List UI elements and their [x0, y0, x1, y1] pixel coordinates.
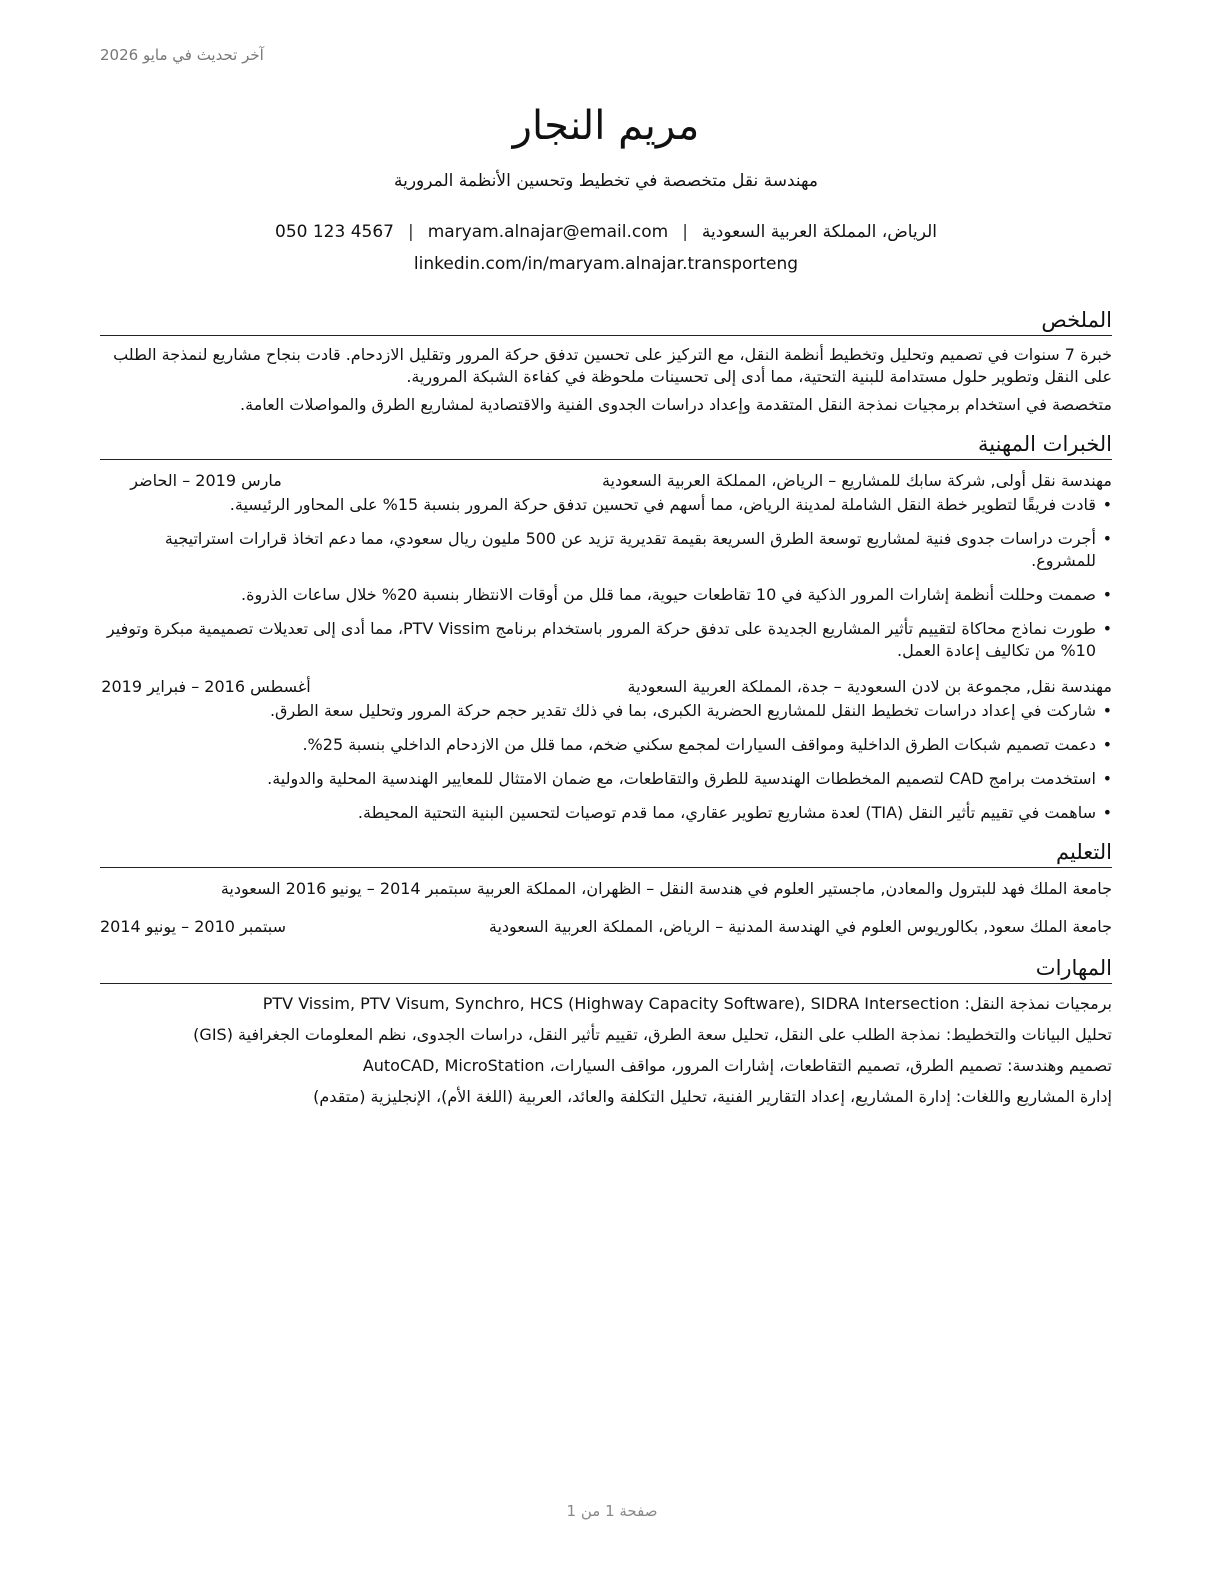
bullet-text: دعمت تصميم شبكات الطرق الداخلية ومواقف السيارات لمجمع سكني ضخم، مما قلل من الازدحام الداخلي بنسبة 25%.	[302, 735, 1096, 754]
bullet-text: استخدمت برامج CAD لتصميم المخططات الهندسية للطرق والتقاطعات، مع ضمان الامتثال للمعايير الهندسية المحلية والدولية.	[267, 769, 1096, 788]
bullet-text: قادت فريقًا لتطوير خطة النقل الشاملة لمدينة الرياض، مما أسهم في تحسين تدفق حركة المرور بنسبة 15% على المحاور الرئيسية.	[229, 495, 1096, 514]
last-updated: آخر تحديث في مايو 2026	[100, 46, 264, 64]
list-item	[100, 700, 1112, 722]
list-item	[100, 768, 1112, 790]
list-item	[100, 494, 1112, 516]
summary-paragraph: متخصصة في استخدام برمجيات نمذجة النقل المتقدمة وإعداد دراسات الجدوى الفنية والاقتصادية لمشاريع الطرق والمواصلات العامة.	[240, 395, 1112, 414]
job-header	[100, 468, 1112, 494]
bullet-icon: •	[1102, 803, 1112, 822]
section-title-experience: الخبرات المهنية	[100, 430, 1112, 460]
list-item	[100, 802, 1112, 824]
job-bullets	[100, 700, 1112, 824]
section-title-skills: المهارات	[100, 954, 1112, 984]
list-item	[100, 618, 1112, 662]
bullet-icon: •	[1102, 701, 1112, 720]
skill-line: برمجيات نمذجة النقل: PTV Vissim, PTV Visum, Synchro, HCS (Highway Capacity Software), SIDRA Intersection	[262, 994, 1112, 1013]
summary-paragraph: خبرة 7 سنوات في تصميم وتحليل وتخطيط أنظمة النقل، مع التركيز على تحسين تدفق حركة المرور وتقليل الازدحام. قادت بنجاح مشاريع لنمذجة الطلب على النقل وتطوير حلول مستدامة للبنية التحتية، مما أدى إلى تحسينات ملحوظة في كفاءة الشبكة المرورية.	[113, 345, 1112, 386]
education-dates: سبتمبر 2010 – يونيو 2014	[100, 917, 287, 936]
bullet-text: طورت نماذج محاكاة لتقييم تأثير المشاريع الجديدة على تدفق حركة المرور باستخدام برنامج PTV Vissim، مما أدى إلى تعديلات تصميمية مبكرة وتوفير 10% من تكاليف إعادة العمل.	[106, 619, 1096, 660]
list-item	[100, 528, 1112, 572]
contact-separator: |	[682, 222, 688, 242]
bullet-text: شاركت في إعداد دراسات تخطيط النقل للمشاريع الحضرية الكبرى، بما في ذلك تقدير حجم حركة المرور وتحليل سعة الطرق.	[269, 701, 1096, 720]
contact-linkedin[interactable]: linkedin.com/in/maryam.alnajar.transporteng	[413, 254, 799, 274]
bullet-icon: •	[1102, 735, 1112, 754]
education-entry	[100, 914, 1112, 940]
bullet-icon: •	[1102, 529, 1112, 548]
job-header	[100, 674, 1112, 700]
contact-location: الرياض، المملكة العربية السعودية	[701, 222, 937, 242]
section-title-summary: الملخص	[100, 306, 1112, 336]
job-bullets	[100, 494, 1112, 662]
resume-page	[100, 96, 1112, 1116]
contact-line-2	[100, 248, 1112, 280]
bullet-icon: •	[1102, 769, 1112, 788]
tagline: مهندسة نقل متخصصة في تخطيط وتحسين الأنظمة المرورية	[394, 171, 818, 191]
skill-line: تحليل البيانات والتخطيط: نمذجة الطلب على النقل، تحليل سعة الطرق، تقييم تأثير النقل، دراسات الجدوى، نظم المعلومات الجغرافية (GIS)	[193, 1025, 1112, 1044]
education-entry: جامعة الملك فهد للبترول والمعادن, ماجستير العلوم في هندسة النقل – الظهران، المملكة العربية سبتمبر 2014 – يونيو 2016 السعودية	[220, 879, 1112, 898]
contact-info	[100, 216, 1112, 280]
bullet-text: ساهمت في تقييم تأثير النقل (TIA) لعدة مشاريع تطوير عقاري، مما قدم توصيات لتحسين البنية التحتية المحيطة.	[357, 803, 1096, 822]
job-dates: مارس 2019 – الحاضر	[130, 471, 282, 490]
list-item	[100, 584, 1112, 606]
job-entry	[100, 674, 1112, 824]
list-item	[100, 734, 1112, 756]
contact-line-1	[100, 216, 1112, 248]
page-number: صفحة 1 من 1	[566, 1502, 658, 1520]
skill-line: تصميم وهندسة: تصميم الطرق، تصميم التقاطعات، إشارات المرور، مواقف السيارات، AutoCAD, MicroStation	[362, 1056, 1112, 1075]
bullet-text: أجرت دراسات جدوى فنية لمشاريع توسعة الطرق السريعة بقيمة تقديرية تزيد عن 500 مليون ريال سعودي، مما دعم اتخاذ قرارات استراتيجية للمشروع.	[164, 529, 1096, 570]
section-title-education: التعليم	[100, 838, 1112, 868]
candidate-name: مريم النجار	[512, 103, 700, 149]
job-title: مهندسة نقل, مجموعة بن لادن السعودية – جدة، المملكة العربية السعودية	[627, 677, 1112, 696]
job-entry	[100, 468, 1112, 662]
contact-phone: 050 123 4567	[275, 222, 394, 242]
bullet-icon: •	[1102, 495, 1112, 514]
bullet-icon: •	[1102, 619, 1112, 638]
contact-separator: |	[407, 222, 414, 242]
job-title: مهندسة نقل أولى, شركة سابك للمشاريع – الرياض، المملكة العربية السعودية	[601, 471, 1112, 490]
bullet-icon: •	[1102, 585, 1112, 604]
contact-email[interactable]: maryam.alnajar@email.com	[427, 222, 669, 242]
education-title: جامعة الملك سعود, بكالوريوس العلوم في الهندسة المدنية – الرياض، المملكة العربية السعودية	[488, 917, 1112, 936]
bullet-text: صممت وحللت أنظمة إشارات المرور الذكية في 10 تقاطعات حيوية، مما قلل من أوقات الانتظار بنسبة 20% خلال ساعات الذروة.	[241, 585, 1096, 604]
job-dates: أغسطس 2016 – فبراير 2019	[101, 677, 311, 696]
skill-line: إدارة المشاريع واللغات: إدارة المشاريع، إعداد التقارير الفنية، تحليل التكلفة والعائد، العربية (اللغة الأم)، الإنجليزية (متقدم)	[313, 1087, 1112, 1106]
